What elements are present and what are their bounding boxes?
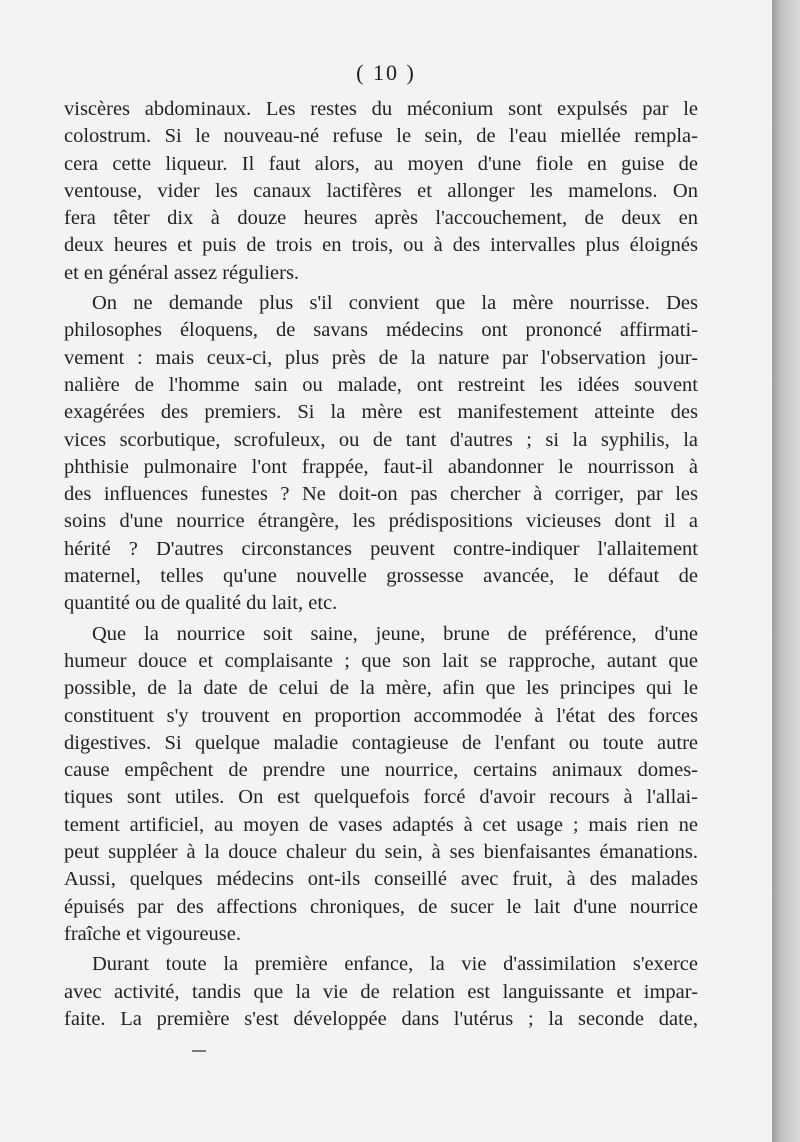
text-line: cause empêchent de prendre une nourrice, certains animaux domes- (64, 759, 698, 782)
text-line: fera têter dix à douze heures après l'accouchement, de deux en (64, 207, 698, 230)
text-line: Que la nourrice soit saine, jeune, brune de préférence, d'une (92, 622, 698, 645)
printer-mark (192, 1050, 206, 1052)
text-line: colostrum. Si le nouveau-né refuse le sein, de l'eau miellée rempla- (64, 125, 698, 148)
text-line: viscères abdominaux. Les restes du méconium sont expulsés par le (64, 98, 698, 120)
text-line: quantité ou de qualité du lait, etc. (64, 592, 338, 615)
text-line: exagérées des premiers. Si la mère est manifestement atteinte des (64, 401, 698, 424)
text-line: vices scorbutique, scrofuleux, ou de tant d'autres ; si la syphilis, la (64, 428, 698, 451)
text-line: constituent s'y trouvent en proportion accommodée à l'état des forces (64, 704, 698, 727)
text-line: tement artificiel, au moyen de vases adaptés à cet usage ; mais rien ne (64, 813, 698, 836)
text-line: épuisés par des affections chroniques, de sucer le lait d'une nourrice (64, 895, 698, 918)
text-line: hérité ? D'autres circonstances peuvent contre-indiquer l'allaitement (64, 537, 698, 560)
text-line: soins d'une nourrice étrangère, les prédispositions vicieuses dont il a (64, 510, 698, 533)
text-line: ventouse, vider les canaux lactifères et allonger les mamelons. On (64, 179, 698, 202)
page-edge-shadow (772, 0, 800, 1142)
text-line: On ne demande plus s'il convient que la mère nourrisse. Des (92, 292, 698, 315)
text-line: phthisie pulmonaire l'ont frappée, faut-il abandonner le nourrisson à (64, 455, 698, 478)
text-line: vement : mais ceux-ci, plus près de la nature par l'observation jour- (64, 346, 698, 369)
text-line: maternel, telles qu'une nouvelle grossesse avancée, le défaut de (64, 565, 698, 588)
text-line: philosophes éloquens, de savans médecins ont prononcé affirmati- (64, 319, 698, 342)
text-line: cera cette liqueur. Il faut alors, au moyen d'une fiole en guise de (64, 152, 698, 175)
text-line: nalière de l'homme sain ou malade, ont restreint les idées souvent (64, 373, 698, 396)
text-line: des influences funestes ? Ne doit-on pas chercher à corriger, par les (64, 483, 698, 506)
text-line: fraîche et vigoureuse. (64, 922, 242, 945)
text-line: faite. La première s'est développée dans l'utérus ; la seconde date, (64, 1007, 698, 1030)
text-line: et en général assez réguliers. (64, 261, 300, 284)
text-line: tiques sont utiles. On est quelquefois forcé d'avoir recours à l'allai- (64, 786, 698, 809)
text-line: Aussi, quelques médecins ont-ils conseillé avec fruit, à des malades (64, 868, 698, 891)
text-line: peut suppléer à la douce chaleur du sein, à ses bienfaisantes émanations. (64, 841, 698, 864)
text-line: digestives. Si quelque maladie contagieuse de l'enfant ou toute autre (64, 731, 698, 754)
text-line: humeur douce et complaisante ; que son lait se rapproche, autant que (64, 649, 698, 672)
page-number: ( 10 ) (356, 60, 416, 85)
text-line: possible, de la date de celui de la mère, afin que les principes qui le (64, 677, 698, 700)
text-line: avec activité, tandis que la vie de relation est languissante et impar- (64, 980, 698, 1003)
body-text (64, 96, 698, 1033)
text-line: deux heures et puis de trois en trois, ou à des intervalles plus éloignés (64, 234, 698, 257)
text-line: Durant toute la première enfance, la vie d'assimilation s'exerce (92, 953, 698, 976)
